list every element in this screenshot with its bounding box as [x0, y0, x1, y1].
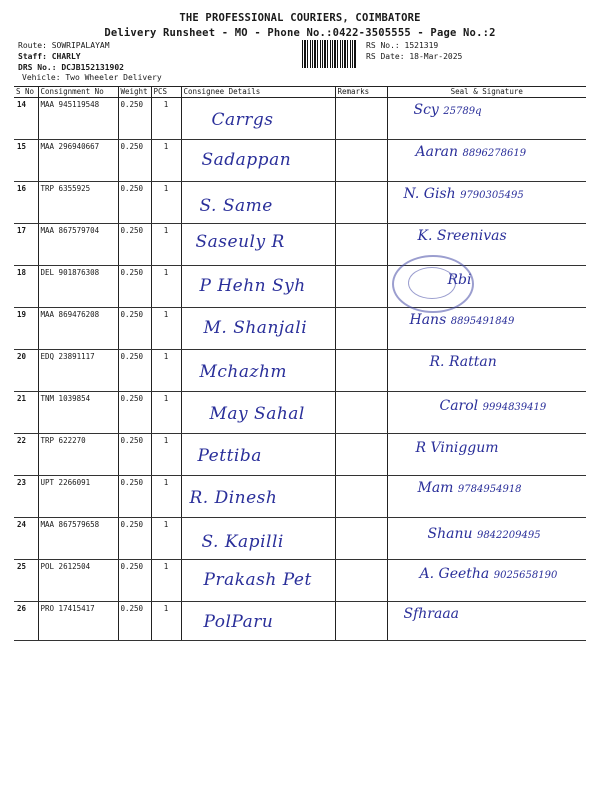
- route-label: Route: SOWRIPALAYAM: [18, 41, 110, 50]
- row-signature-cell: [387, 350, 586, 392]
- row-sno: 25: [14, 560, 38, 602]
- signature-handwriting: [440, 398, 547, 414]
- consignee-handwritten-name: May Sahal: [209, 404, 305, 424]
- row-consignment-no: TNM 1039854: [38, 392, 118, 434]
- row-signature-cell: [387, 308, 586, 350]
- rs-number: RS No.: 1521319: [366, 41, 439, 50]
- table-row: [14, 392, 586, 434]
- row-consignee-cell: [181, 476, 335, 518]
- row-remarks: [335, 266, 387, 308]
- row-consignee-cell: [181, 182, 335, 224]
- row-signature-cell: [387, 140, 586, 182]
- row-remarks: [335, 98, 387, 140]
- consignee-handwritten-name: Prakash Pet: [203, 570, 312, 590]
- signature-handwriting: [404, 606, 460, 622]
- row-consignment-no: UPT 2266091: [38, 476, 118, 518]
- row-consignee-cell: [181, 434, 335, 476]
- col-consignee: Consignee Details: [181, 87, 335, 98]
- rs-date: RS Date: 18-Mar-2025: [366, 52, 463, 61]
- row-consignment-no: EDQ 23891117: [38, 350, 118, 392]
- signature-name: Shanu: [427, 526, 473, 542]
- row-remarks: [335, 434, 387, 476]
- row-consignment-no: MAA 867579658: [38, 518, 118, 560]
- row-remarks: [335, 350, 387, 392]
- row-consignee-cell: [181, 350, 335, 392]
- row-pcs: 1: [151, 140, 181, 182]
- table-row: [14, 476, 586, 518]
- signature-handwriting: [428, 526, 541, 542]
- signature-name: Hans: [409, 312, 447, 328]
- signature-name: Sfhraaa: [403, 606, 460, 622]
- col-signature: Seal & Signature: [387, 87, 586, 98]
- row-signature-cell: [387, 518, 586, 560]
- signature-name: R. Rattan: [429, 354, 497, 370]
- signature-handwriting: [430, 354, 497, 370]
- row-remarks: [335, 392, 387, 434]
- table-row: [14, 182, 586, 224]
- row-pcs: 1: [151, 602, 181, 641]
- row-weight: 0.250: [118, 140, 151, 182]
- row-consignee-cell: [181, 140, 335, 182]
- signature-name: N. Gish: [403, 186, 456, 202]
- row-consignee-cell: [181, 560, 335, 602]
- col-consignment: Consignment No: [38, 87, 118, 98]
- row-weight: 0.250: [118, 392, 151, 434]
- row-pcs: 1: [151, 476, 181, 518]
- col-sno: S No: [14, 87, 38, 98]
- row-pcs: 1: [151, 518, 181, 560]
- row-remarks: [335, 182, 387, 224]
- row-remarks: [335, 308, 387, 350]
- consignee-handwritten-name: P Hehn Syh: [199, 276, 306, 296]
- consignee-handwritten-name: R. Dinesh: [189, 488, 278, 508]
- row-sno: 16: [14, 182, 38, 224]
- row-signature-cell: [387, 476, 586, 518]
- col-pcs: PCS: [151, 87, 181, 98]
- row-consignee-cell: [181, 266, 335, 308]
- col-weight: Weight: [118, 87, 151, 98]
- row-pcs: 1: [151, 224, 181, 266]
- row-pcs: 1: [151, 350, 181, 392]
- runsheet-subtitle: Delivery Runsheet - MO - Phone No.:0422-3505555 - Page No.:2: [104, 27, 496, 39]
- row-consignment-no: TRP 622270: [38, 434, 118, 476]
- table-row: [14, 98, 586, 140]
- table-row: [14, 518, 586, 560]
- row-sno: 19: [14, 308, 38, 350]
- row-weight: 0.250: [118, 350, 151, 392]
- row-consignment-no: TRP 6355925: [38, 182, 118, 224]
- row-pcs: 1: [151, 266, 181, 308]
- signature-phone: 9025658190: [493, 570, 558, 581]
- row-consignee-cell: [181, 98, 335, 140]
- row-remarks: [335, 476, 387, 518]
- row-weight: 0.250: [118, 602, 151, 641]
- signature-name: Carol: [439, 398, 479, 414]
- table-row: [14, 602, 586, 641]
- row-sno: 20: [14, 350, 38, 392]
- row-remarks: [335, 560, 387, 602]
- row-consignee-cell: [181, 224, 335, 266]
- row-weight: 0.250: [118, 560, 151, 602]
- row-consignee-cell: [181, 518, 335, 560]
- row-weight: 0.250: [118, 224, 151, 266]
- row-sno: 14: [14, 98, 38, 140]
- row-remarks: [335, 140, 387, 182]
- row-weight: 0.250: [118, 98, 151, 140]
- barcode-image: [302, 40, 357, 68]
- signature-handwriting: [416, 144, 527, 160]
- signature-phone: 8895491849: [450, 316, 515, 327]
- signature-handwriting: [418, 228, 507, 244]
- row-signature-cell: [387, 182, 586, 224]
- company-title: THE PROFESSIONAL COURIERS, COIMBATORE: [179, 12, 421, 24]
- consignee-handwritten-name: S. Kapilli: [201, 532, 284, 552]
- row-sno: 21: [14, 392, 38, 434]
- table-row: [14, 224, 586, 266]
- row-consignment-no: PRO 17415417: [38, 602, 118, 641]
- signature-handwriting: [414, 102, 482, 118]
- row-pcs: 1: [151, 98, 181, 140]
- signature-name: R Viniggum: [415, 440, 499, 456]
- row-pcs: 1: [151, 434, 181, 476]
- table-row: [14, 308, 586, 350]
- row-consignment-no: MAA 869476208: [38, 308, 118, 350]
- consignee-handwritten-name: S. Same: [199, 196, 273, 216]
- row-pcs: 1: [151, 392, 181, 434]
- row-weight: 0.250: [118, 518, 151, 560]
- row-weight: 0.250: [118, 308, 151, 350]
- row-signature-cell: [387, 434, 586, 476]
- delivery-table: [14, 86, 586, 641]
- row-pcs: 1: [151, 308, 181, 350]
- col-remarks: Remarks: [335, 87, 387, 98]
- row-consignment-no: DEL 901876308: [38, 266, 118, 308]
- consignee-handwritten-name: PolParu: [203, 612, 274, 632]
- table-row: [14, 266, 586, 308]
- row-sno: 23: [14, 476, 38, 518]
- row-sno: 15: [14, 140, 38, 182]
- signature-handwriting: [416, 440, 499, 456]
- consignee-handwritten-name: Saseuly R: [195, 232, 285, 252]
- row-weight: 0.250: [118, 266, 151, 308]
- staff-label: Staff: CHARLY: [18, 52, 81, 61]
- consignee-handwritten-name: Mchazhm: [199, 362, 288, 382]
- table-row: [14, 350, 586, 392]
- signature-name: Aaran: [415, 144, 459, 160]
- row-sno: 24: [14, 518, 38, 560]
- signature-name: A. Geetha: [419, 566, 490, 582]
- row-remarks: [335, 602, 387, 641]
- signature-name: Rbi: [447, 272, 472, 288]
- signature-phone: 9784954918: [457, 484, 522, 495]
- row-signature-cell: [387, 560, 586, 602]
- row-weight: 0.250: [118, 476, 151, 518]
- signature-phone: 25789q: [443, 106, 482, 117]
- row-sno: 26: [14, 602, 38, 641]
- row-consignee-cell: [181, 602, 335, 641]
- row-consignee-cell: [181, 392, 335, 434]
- row-consignment-no: MAA 296940667: [38, 140, 118, 182]
- signature-phone: 9842209495: [476, 530, 541, 541]
- consignee-handwritten-name: Carrgs: [211, 110, 274, 130]
- row-weight: 0.250: [118, 434, 151, 476]
- consignee-handwritten-name: Sadappan: [201, 150, 292, 170]
- row-sno: 22: [14, 434, 38, 476]
- signature-handwriting: [404, 186, 524, 202]
- signature-name: Mam: [417, 480, 454, 496]
- row-weight: 0.250: [118, 182, 151, 224]
- signature-handwriting: [410, 312, 515, 328]
- consignee-handwritten-name: Pettiba: [197, 446, 262, 466]
- row-sno: 17: [14, 224, 38, 266]
- row-consignment-no: MAA 867579704: [38, 224, 118, 266]
- signature-phone: 8896278619: [462, 148, 527, 159]
- row-sno: 18: [14, 266, 38, 308]
- signature-name: Scy: [413, 102, 439, 118]
- row-consignee-cell: [181, 308, 335, 350]
- signature-name: K. Sreenivas: [417, 228, 507, 244]
- table-row: [14, 434, 586, 476]
- signature-phone: 9790305495: [460, 190, 524, 201]
- seal-stamp: [392, 255, 474, 313]
- row-pcs: 1: [151, 182, 181, 224]
- row-remarks: [335, 224, 387, 266]
- row-signature-cell: [387, 392, 586, 434]
- table-header-row: [14, 87, 586, 98]
- drs-number: DRS No.: DCJB152131902: [18, 63, 124, 72]
- row-pcs: 1: [151, 560, 181, 602]
- signature-phone: 9994839419: [482, 402, 547, 413]
- signature-handwriting: [418, 480, 522, 496]
- vehicle-label: Vehicle: Two Wheeler Delivery: [22, 73, 162, 82]
- row-remarks: [335, 518, 387, 560]
- signature-handwriting: [420, 566, 558, 582]
- table-row: [14, 140, 586, 182]
- row-consignment-no: MAA 945119548: [38, 98, 118, 140]
- row-consignment-no: POL 2612504: [38, 560, 118, 602]
- consignee-handwritten-name: M. Shanjali: [203, 318, 308, 338]
- row-signature-cell: [387, 98, 586, 140]
- table-row: [14, 560, 586, 602]
- row-signature-cell: [387, 602, 586, 641]
